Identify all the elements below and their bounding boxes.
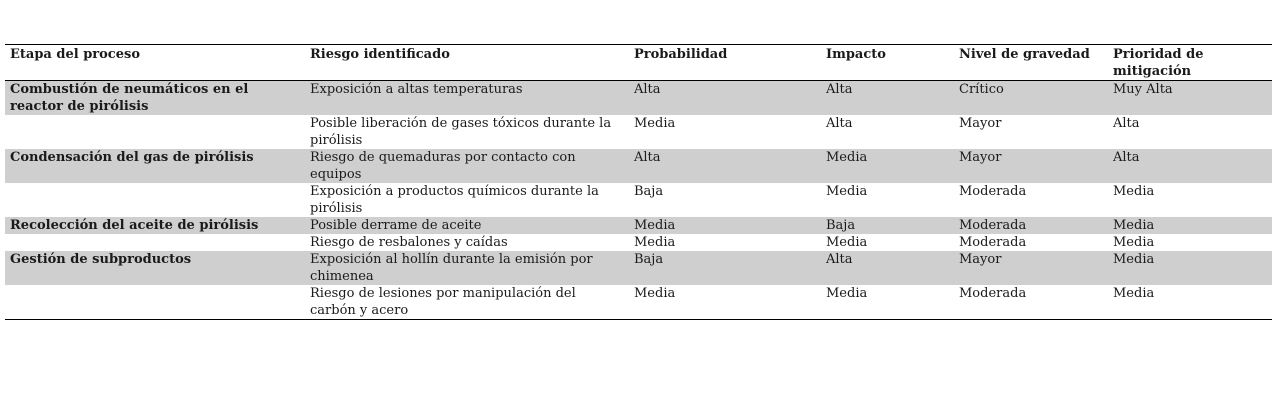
table-row xyxy=(5,251,1272,285)
cell-impacto: Baja xyxy=(821,217,954,234)
cell-probabilidad: Alta xyxy=(629,149,821,183)
cell-probabilidad: Media xyxy=(629,217,821,234)
risk-table xyxy=(5,44,1272,320)
table-row xyxy=(5,81,1272,116)
header-prioridad: Prioridad de mitigación xyxy=(1113,47,1204,79)
cell-riesgo: Exposición a productos químicos durante la pirólisis xyxy=(310,184,599,216)
cell-probabilidad: Alta xyxy=(629,81,821,116)
cell-gravedad: Mayor xyxy=(954,149,1108,183)
cell-prioridad: Media xyxy=(1113,235,1155,250)
cell-prioridad: Muy Alta xyxy=(1108,81,1272,116)
table-row xyxy=(5,149,1272,183)
cell-probabilidad: Baja xyxy=(634,184,664,199)
cell-etapa xyxy=(5,285,305,320)
cell-prioridad: Media xyxy=(1108,217,1272,234)
cell-etapa: Condensación del gas de pirólisis xyxy=(5,149,305,183)
header-gravedad: Nivel de gravedad xyxy=(959,47,1090,62)
table-row xyxy=(5,115,1272,149)
table-row xyxy=(5,217,1272,234)
cell-impacto: Alta xyxy=(821,251,954,285)
cell-impacto: Alta xyxy=(821,81,954,116)
header-row xyxy=(5,45,1272,81)
cell-impacto: Media xyxy=(821,149,954,183)
cell-gravedad: Moderada xyxy=(954,217,1108,234)
header-impacto: Impacto xyxy=(826,47,886,62)
table-row xyxy=(5,285,1272,320)
header-riesgo: Riesgo identificado xyxy=(310,47,450,62)
cell-gravedad: Moderada xyxy=(959,235,1027,250)
cell-impacto: Media xyxy=(826,235,868,250)
cell-etapa xyxy=(5,183,305,217)
table-body xyxy=(5,81,1272,320)
table-header xyxy=(5,45,1272,81)
cell-gravedad: Moderada xyxy=(959,184,1027,199)
cell-etapa xyxy=(5,115,305,149)
cell-impacto: Media xyxy=(826,184,868,199)
cell-prioridad: Media xyxy=(1113,184,1155,199)
cell-probabilidad: Media xyxy=(634,235,676,250)
cell-riesgo: Posible liberación de gases tóxicos durante la pirólisis xyxy=(310,116,612,148)
cell-prioridad: Media xyxy=(1113,286,1155,301)
header-etapa: Etapa del proceso xyxy=(10,47,140,62)
cell-gravedad: Moderada xyxy=(959,286,1027,301)
cell-etapa: Combustión de neumáticos en el reactor de pirólisis xyxy=(5,81,305,116)
cell-riesgo: Riesgo de quemaduras por contacto con equipos xyxy=(305,149,629,183)
cell-probabilidad: Baja xyxy=(629,251,821,285)
cell-probabilidad: Media xyxy=(634,116,676,131)
cell-impacto: Alta xyxy=(826,116,853,131)
cell-riesgo: Riesgo de resbalones y caídas xyxy=(310,235,508,250)
cell-riesgo: Exposición a altas temperaturas xyxy=(305,81,629,116)
cell-riesgo: Exposición al hollín durante la emisión por chimenea xyxy=(305,251,629,285)
cell-riesgo: Posible derrame de aceite xyxy=(305,217,629,234)
cell-etapa: Gestión de subproductos xyxy=(5,251,305,285)
table-row xyxy=(5,183,1272,217)
header-probabilidad: Probabilidad xyxy=(634,47,728,62)
cell-etapa xyxy=(5,234,305,251)
cell-prioridad: Alta xyxy=(1108,149,1272,183)
cell-riesgo: Riesgo de lesiones por manipulación del carbón y acero xyxy=(310,286,576,318)
cell-probabilidad: Media xyxy=(634,286,676,301)
cell-prioridad: Media xyxy=(1108,251,1272,285)
cell-impacto: Media xyxy=(826,286,868,301)
risk-table-container xyxy=(5,44,1272,320)
cell-gravedad: Mayor xyxy=(954,251,1108,285)
cell-prioridad: Alta xyxy=(1113,116,1140,131)
cell-gravedad: Crítico xyxy=(954,81,1108,116)
cell-etapa: Recolección del aceite de pirólisis xyxy=(5,217,305,234)
table-row xyxy=(5,234,1272,251)
cell-gravedad: Mayor xyxy=(959,116,1002,131)
